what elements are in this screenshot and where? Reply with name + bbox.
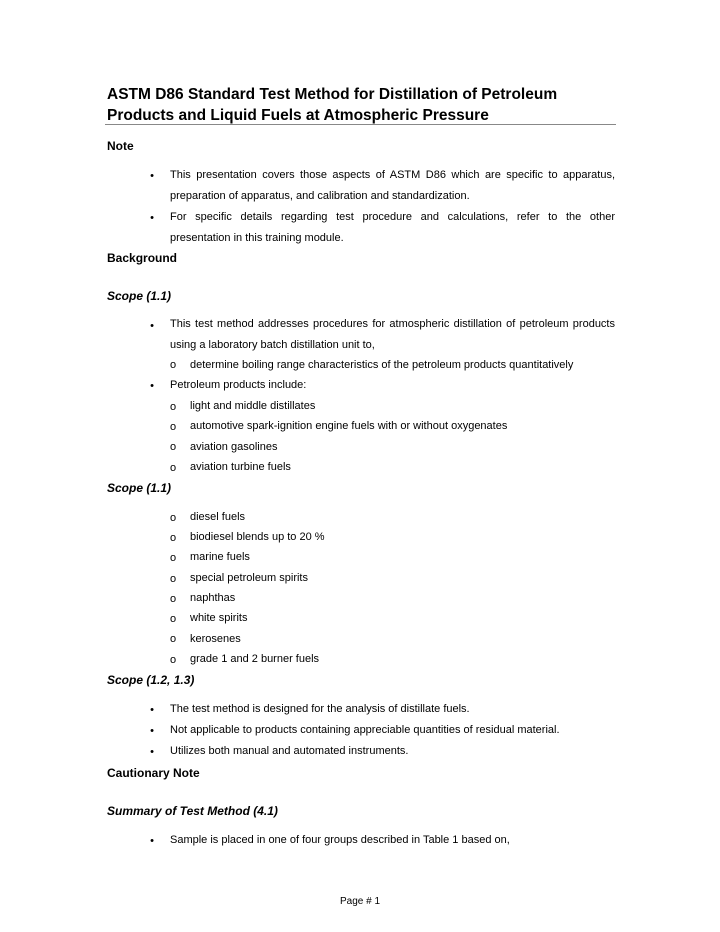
note-bullet-1: This presentation covers those aspects of ASTM D86 which are specific to apparatus, preparation of apparatus, and calibration and standardization.	[170, 169, 615, 202]
scope-1-product-item: automotive spark-ignition engine fuels with or without oxygenates	[190, 420, 508, 432]
scope-1-sub-item: determine boiling range characteristics of the petroleum products quantitatively	[190, 359, 574, 371]
scope-2-item: white spirits	[190, 612, 248, 624]
note-bullet-2: For specific details regarding test procedure and calculations, refer to the other presentation in this training module.	[170, 211, 615, 244]
scope-3-bullet: The test method is designed for the analysis of distillate fuels.	[170, 703, 470, 715]
scope-2-item: marine fuels	[190, 551, 250, 563]
scope-2-item: diesel fuels	[190, 511, 246, 523]
scope-1-product-item: light and middle distillates	[190, 400, 316, 412]
scope-1-heading: Scope (1.1)	[107, 289, 172, 303]
scope-2-heading: Scope (1.1)	[107, 481, 172, 495]
scope-1-bullet-2: Petroleum products include:	[170, 379, 307, 391]
title-divider	[105, 124, 616, 125]
summary-heading: Summary of Test Method (4.1)	[107, 804, 278, 818]
scope-3-heading: Scope (1.2, 1.3)	[107, 673, 195, 687]
scope-2-item: naphthas	[190, 592, 236, 604]
scope-1-product-item: aviation gasolines	[190, 441, 278, 453]
scope-2-item: grade 1 and 2 burner fuels	[190, 653, 320, 665]
scope-1-bullet-1: This test method addresses procedures for atmospheric distillation of petroleum products using a laboratory batch distillation unit to,	[170, 318, 615, 351]
summary-bullet: Sample is placed in one of four groups described in Table 1 based on,	[170, 834, 510, 846]
scope-3-bullet: Utilizes both manual and automated instruments.	[170, 745, 409, 757]
cautionary-heading: Cautionary Note	[107, 766, 200, 780]
scope-2-item: biodiesel blends up to 20 %	[190, 531, 325, 543]
background-heading: Background	[107, 251, 178, 265]
scope-3-bullet: Not applicable to products containing appreciable quantities of residual material.	[170, 724, 560, 736]
page-number: Page # 1	[339, 896, 381, 907]
scope-2-item: kerosenes	[190, 633, 241, 645]
note-heading: Note	[107, 139, 134, 153]
scope-2-item: special petroleum spirits	[190, 572, 308, 584]
document-title: ASTM D86 Standard Test Method for Distillation of Petroleum Products and Liquid Fuels at Atmospheric Pressure	[107, 86, 558, 124]
scope-1-product-item: aviation turbine fuels	[190, 461, 291, 473]
